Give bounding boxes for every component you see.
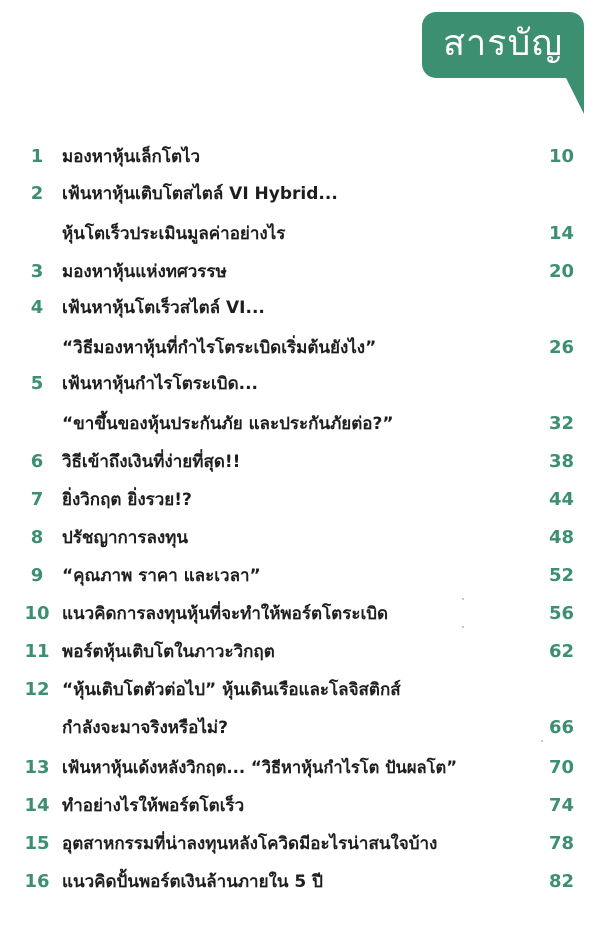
chapter-number: 4	[30, 297, 44, 318]
toc-entry-13[interactable]	[0, 753, 600, 783]
toc-entry-12-continued[interactable]	[0, 713, 600, 743]
toc-entry-6[interactable]	[0, 447, 600, 477]
chapter-title-line-2: หุ้นโตเร็วประเมินมูลค่าอย่างไร	[62, 224, 286, 244]
page-number: 38	[548, 451, 574, 472]
toc-entry-15[interactable]	[0, 829, 600, 859]
page-number: 70	[548, 757, 574, 778]
chapter-number: 10	[24, 603, 50, 624]
toc-entry-5[interactable]	[0, 369, 600, 399]
page-number: 52	[548, 565, 574, 586]
chapter-number: 3	[30, 261, 44, 282]
page-title: สารบัญ	[442, 23, 564, 64]
chapter-number: 12	[24, 679, 50, 700]
chapter-title: ยิ่งวิกฤต ยิ่งรวย!?	[62, 490, 192, 510]
chapter-title: มองหาหุ้นแห่งทศวรรษ	[62, 262, 227, 282]
page-number: 74	[548, 795, 574, 816]
chapter-title: “หุ้นเติบโตตัวต่อไป” หุ้นเดินเรือและโลจิสติกส์	[62, 680, 401, 700]
chapter-title: เฟ้นหาหุ้นกำไรโตระเบิด...	[62, 374, 259, 394]
toc-entry-5-continued[interactable]	[0, 409, 600, 439]
toc-entry-3[interactable]	[0, 257, 600, 287]
toc-entry-16[interactable]	[0, 867, 600, 897]
toc-entry-9[interactable]	[0, 561, 600, 591]
chapter-title: เฟ้นหาหุ้นเด้งหลังวิกฤต... “วิธีหาหุ้นกำไรโต ปันผลโต”	[62, 758, 458, 777]
page-number: 44	[548, 489, 574, 510]
chapter-number: 13	[24, 757, 50, 778]
chapter-title: แนวคิดปั้นพอร์ตเงินล้านภายใน 5 ปี	[62, 872, 323, 892]
toc-entry-12[interactable]	[0, 675, 600, 705]
toc-entry-2-continued[interactable]	[0, 219, 600, 249]
chapter-number: 8	[30, 527, 44, 548]
toc-entry-14[interactable]	[0, 791, 600, 821]
toc-entry-7[interactable]	[0, 485, 600, 515]
toc-entry-1[interactable]	[0, 142, 600, 172]
chapter-number: 2	[30, 183, 44, 204]
chapter-number: 6	[30, 451, 44, 472]
page-number: 66	[548, 717, 574, 738]
chapter-title: มองหาหุ้นเล็กโตไว	[62, 147, 201, 167]
page-number: 48	[548, 527, 574, 548]
chapter-title: ทำอย่างไรให้พอร์ตโตเร็ว	[62, 796, 245, 816]
toc-entry-10[interactable]	[0, 599, 600, 629]
chapter-title-line-2: กำลังจะมาจริงหรือไม่?	[62, 718, 228, 738]
toc-entry-4[interactable]	[0, 293, 600, 323]
chapter-title: “คุณภาพ ราคา และเวลา”	[62, 566, 261, 586]
chapter-title: เฟ้นหาหุ้นโตเร็วสไตล์ VI...	[62, 298, 265, 318]
scan-speck	[541, 740, 543, 742]
toc-entry-2[interactable]	[0, 179, 600, 209]
page-number: 56	[548, 603, 574, 624]
page-number: 14	[548, 223, 574, 244]
chapter-number: 5	[30, 373, 44, 394]
chapter-number: 9	[30, 565, 44, 586]
chapter-title: พอร์ตหุ้นเติบโตในภาวะวิกฤต	[62, 642, 275, 662]
page-number: 62	[548, 641, 574, 662]
chapter-number: 16	[24, 871, 50, 892]
chapter-number: 1	[30, 146, 44, 167]
toc-entry-11[interactable]	[0, 637, 600, 667]
toc-entry-4-continued[interactable]	[0, 333, 600, 363]
page-number: 26	[548, 337, 574, 358]
chapter-number: 14	[24, 795, 50, 816]
chapter-title: ปรัชญาการลงทุน	[62, 528, 189, 548]
scan-speck	[462, 598, 464, 600]
chapter-title: อุตสาหกรรมที่น่าลงทุนหลังโควิดมีอะไรน่าสนใจบ้าง	[62, 834, 438, 854]
page-number: 10	[548, 146, 574, 167]
scan-speck	[462, 626, 464, 628]
page-number: 20	[548, 261, 574, 282]
chapter-title: แนวคิดการลงทุนหุ้นที่จะทำให้พอร์ตโตระเบิด	[62, 604, 389, 624]
chapter-number: 11	[24, 641, 50, 662]
chapter-number: 7	[30, 489, 44, 510]
toc-entry-8[interactable]	[0, 523, 600, 553]
page-number: 32	[548, 413, 574, 434]
chapter-number: 15	[24, 833, 50, 854]
chapter-title: เฟ้นหาหุ้นเติบโตสไตล์ VI Hybrid...	[62, 184, 338, 204]
page-number: 78	[548, 833, 574, 854]
chapter-title-line-2: “วิธีมองหาหุ้นที่กำไรโตระเบิดเริ่มต้นยังไง”	[62, 338, 377, 358]
page-number: 82	[548, 871, 574, 892]
chapter-title-line-2: “ขาขึ้นของหุ้นประกันภัย และประกันภัยต่อ?”	[62, 414, 394, 434]
chapter-title: วิธีเข้าถึงเงินที่ง่ายที่สุด!!	[62, 452, 241, 472]
